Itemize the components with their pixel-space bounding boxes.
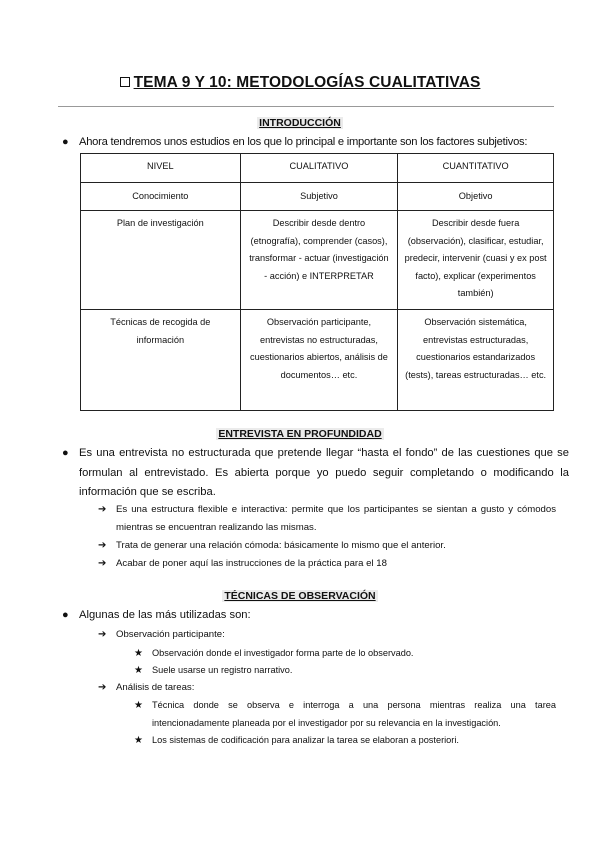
- tecnicas-detail-text: Técnica donde se observa e interroga a una persona mientras realiza una tarea intencionadamente planeada por el investigador por su relevancia en la investigación.: [152, 700, 556, 728]
- section-heading-tecnicas: TÉCNICAS DE OBSERVACIÓN: [224, 590, 376, 602]
- tecnicas-bullet-text: Algunas de las más utilizadas son:: [79, 609, 251, 621]
- comparison-table: [80, 153, 554, 411]
- arrow-icon: ➔: [98, 558, 107, 569]
- page-title-text: TEMA 9 Y 10: METODOLOGÍAS CUALITATIVAS: [133, 74, 481, 91]
- tecnicas-detail-text: Suele usarse un registro narrativo.: [152, 665, 293, 675]
- table-cell: Conocimiento: [81, 183, 241, 211]
- bullet-icon: ●: [62, 609, 69, 621]
- table-header-cell: CUANTITATIVO: [398, 154, 554, 183]
- star-icon: ★: [134, 735, 143, 746]
- entrevista-subitem-text: Es una estructura flexible e interactiva: permite que los participantes se sientan a gusto y cómodos mientras se encuentran realizando las mismas.: [116, 504, 556, 533]
- tecnicas-detail-text: Observación donde el investigador forma parte de lo observado.: [152, 648, 414, 658]
- star-icon: ★: [134, 648, 143, 659]
- arrow-icon: ➔: [98, 504, 107, 515]
- intro-bullet-text: Ahora tendremos unos estudios en los que lo principal e importante son los factores subjetivos:: [79, 136, 528, 148]
- table-row: [81, 310, 554, 411]
- tecnicas-detail-text: Los sistemas de codificación para analizar la tarea se elaboran a posteriori.: [152, 735, 459, 745]
- bullet-icon: ●: [62, 447, 69, 459]
- page-title: [0, 74, 600, 92]
- table-cell: Observación participante, entrevistas no estructuradas, cuestionarios abiertos, análisis de documentos… etc.: [240, 310, 398, 411]
- table-cell: Objetivo: [398, 183, 554, 211]
- checkbox-icon: [120, 77, 130, 87]
- table-header-cell: NIVEL: [81, 154, 241, 183]
- star-icon: ★: [134, 700, 143, 711]
- bullet-icon: ●: [62, 136, 69, 148]
- table-cell: Describir desde fuera (observación), clasificar, estudiar, predecir, intervenir (cuasi y ex post facto), explicar (experimentos también): [398, 211, 554, 310]
- tecnicas-subitem-text: Observación participante:: [116, 629, 225, 640]
- tecnicas-subitem-text: Análisis de tareas:: [116, 682, 195, 693]
- section-heading-introduccion: INTRODUCCIÓN: [259, 117, 341, 129]
- table-header-row: [81, 154, 554, 183]
- section-heading-entrevista: ENTREVISTA EN PROFUNDIDAD: [218, 428, 382, 440]
- entrevista-bullet-text: Es una entrevista no estructurada que pretende llegar “hasta el fondo” de las cuestiones que se formulan al entrevistado. Es abierta porque yo puedo seguir completando o modificando la información que se escriba.: [79, 447, 569, 499]
- table-cell: Técnicas de recogida de información: [81, 310, 241, 411]
- table-row: [81, 211, 554, 310]
- arrow-icon: ➔: [98, 629, 107, 640]
- table-cell: Describir desde dentro (etnografía), comprender (casos), transformar - actuar (investigación - acción) e INTERPRETAR: [240, 211, 398, 310]
- star-icon: ★: [134, 665, 143, 676]
- entrevista-subitem-text: Trata de generar una relación cómoda: básicamente lo mismo que el anterior.: [116, 540, 446, 551]
- entrevista-subitem-text: Acabar de poner aquí las instrucciones de la práctica para el 18: [116, 558, 387, 569]
- table-cell: Plan de investigación: [81, 211, 241, 310]
- arrow-icon: ➔: [98, 540, 107, 551]
- table-header-cell: CUALITATIVO: [240, 154, 398, 183]
- table-cell: Observación sistemática, entrevistas estructuradas, cuestionarios estandarizados (tests), tareas estructuradas… etc.: [398, 310, 554, 411]
- table-cell: Subjetivo: [240, 183, 398, 211]
- table-row: [81, 183, 554, 211]
- arrow-icon: ➔: [98, 682, 107, 693]
- title-divider: [58, 106, 554, 107]
